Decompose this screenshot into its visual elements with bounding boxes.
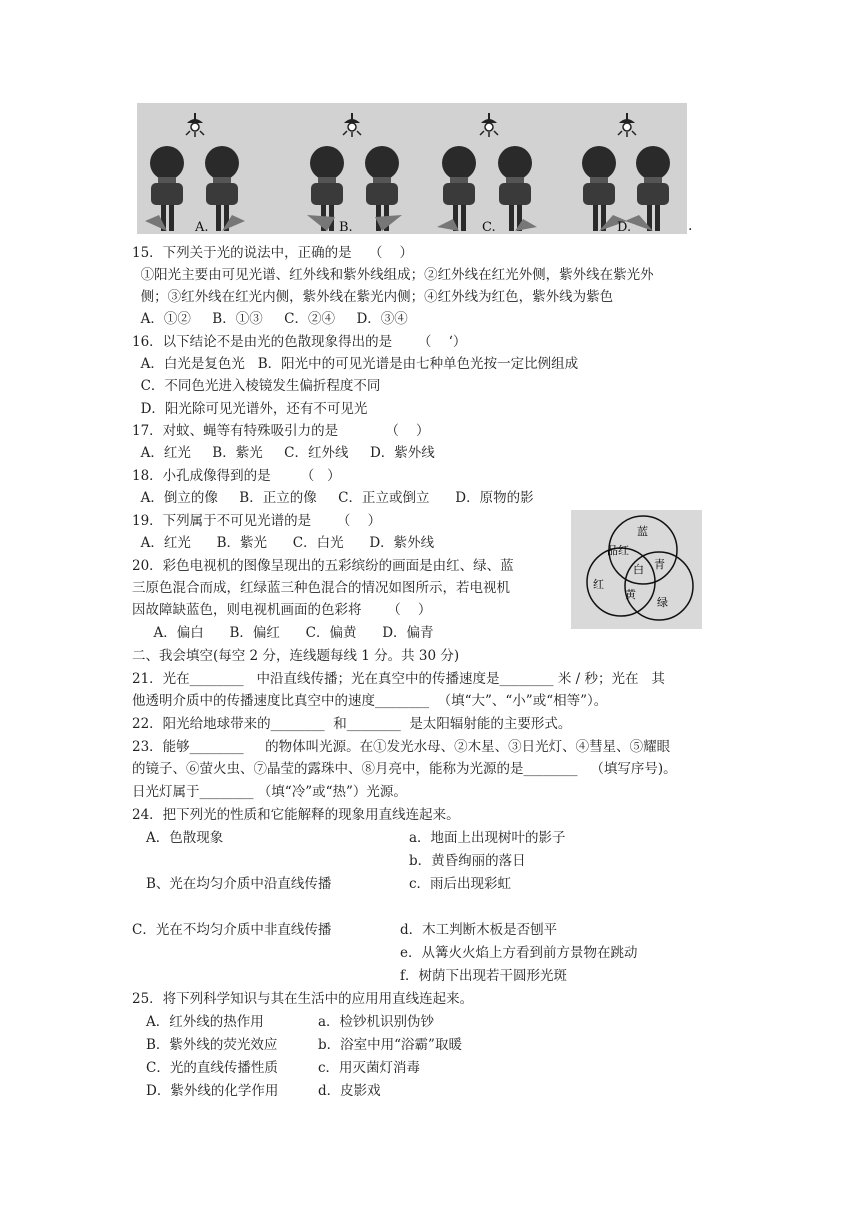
color-venn-diagram [571, 510, 702, 629]
q25-left-d: D．紫外线的化学作用 [146, 1083, 279, 1099]
q17-stem: 17．对蚊、蝇等有特殊吸引力的是 （ ） [132, 423, 430, 439]
q16-option-c: C．不同色光进入棱镜发生偏折程度不同 [132, 378, 381, 394]
q19-stem: 19．下列属于不可见光谱的是 （ ） [132, 513, 382, 529]
venn-label-qing: 青 [654, 558, 665, 571]
q21-text-1: 21．光在________ 中沿直线传播；光在真空中的传播速度是________ 米 / 秒；光在 其 [132, 671, 665, 687]
q25-left-b: B．紫外线的荧光效应 [146, 1037, 278, 1053]
section-two-heading: 二、我会填空(每空 2 分，连线题每线 1 分。共 30 分) [132, 648, 460, 664]
q25-right-c: c．用灭菌灯消毒 [318, 1060, 421, 1076]
venn-label-pinhong: 品红 [607, 544, 629, 557]
q15-text-2: 侧；③红外线在红光内侧，紫外线在紫光内侧；④红外线为红色，紫外线为紫色 [132, 289, 614, 305]
q23-text-2: 的镜子、⑥萤火虫、⑦晶莹的露珠中、⑧月亮中，能称为光源的是________ （填写序号)。 [132, 761, 677, 777]
q24-left-c: C．光在不均匀介质中非直线传播 [132, 922, 332, 938]
venn-label-lv: 绿 [657, 596, 668, 609]
venn-label-huang: 黄 [625, 588, 636, 601]
q15-stem: 15．下列关于光的说法中，正确的是 （ ） [132, 245, 414, 261]
q25-left-a: A．红外线的热作用 [146, 1014, 264, 1030]
q24-right-d: d．木工判断木板是否刨平 [400, 922, 558, 938]
shadow-figure-strip [137, 103, 687, 234]
venn-label-bai: 白 [633, 563, 644, 576]
q24-right-b: b．黄昏绚丽的落日 [409, 853, 526, 869]
q23-text-3: 日光灯属于________ （填“冷”或“热”）光源。 [132, 784, 407, 800]
q20-text-1: 20．彩色电视机的图像呈现出的五彩缤纷的画面是由红、绿、蓝 [132, 558, 514, 574]
q24-left-a: A．色散现象 [146, 830, 224, 846]
q25-right-a: a．检钞机识别伪钞 [318, 1014, 435, 1030]
q25-right-d: d．皮影戏 [318, 1083, 381, 1099]
q21-text-2: 他透明介质中的传播速度比真空中的速度________ （填“大”、“小”或“相等”）。 [132, 693, 608, 709]
q25-left-c: C．光的直线传播性质 [146, 1060, 278, 1076]
figure-label-b: B. [339, 220, 353, 234]
q20-text-2: 三原色混合而成，红绿蓝三种色混合的情况如图所示，若电视机 [132, 580, 510, 596]
q18-options: A．倒立的像 B．正立的像 C．正立或倒立 D．原物的影 [132, 490, 534, 506]
figure-label-d: D. [617, 220, 632, 234]
q25-right-b: b．浴室中用“浴霸”取暖 [318, 1037, 462, 1053]
q16-option-d: D．阳光除可见光谱外，还有不可见光 [132, 401, 368, 417]
q20-text-3: 因故障缺蓝色，则电视机画面的色彩将 （ ） [132, 602, 432, 618]
q24-left-b: B、光在均匀介质中沿直线传播 [146, 876, 332, 892]
venn-label-lan: 蓝 [637, 525, 648, 538]
q24-right-e: e．从篝火火焰上方看到前方景物在跳动 [400, 945, 638, 961]
figure-label-c: C. [482, 220, 496, 234]
q24-right-c: c．雨后出现彩虹 [409, 876, 512, 892]
q24-right-a: a．地面上出现树叶的影子 [409, 830, 566, 846]
q20-options: A．偏白 B．偏红 C．偏黄 D．偏青 [132, 625, 434, 641]
q23-text-1: 23．能够________ 的物体叫光源。在①发光水母、②木星、③日光灯、④彗星、⑤耀眼 [132, 739, 671, 755]
figure-label-a: A. [195, 220, 209, 234]
q24-right-f: f．树荫下出现若干圆形光斑 [400, 968, 567, 984]
q15-text-1: ①阳光主要由可见光谱、红外线和紫外线组成；②红外线在红光外侧，紫外线在紫光外 [132, 267, 654, 283]
q17-options: A．红光 B．紫光 C．红外线 D．紫外线 [132, 445, 435, 461]
q22-text: 22．阳光给地球带来的________ 和________ 是太阳辐射能的主要形式。 [132, 716, 572, 732]
q19-options: A．红光 B．紫光 C．白光 D．紫外线 [132, 535, 435, 551]
trailing-dot: . [688, 218, 693, 234]
q24-stem: 24．把下列光的性质和它能解释的现象用直线连起来。 [132, 807, 460, 823]
q18-stem: 18．小孔成像得到的是 （ ） [132, 468, 341, 484]
q16-option-ab: A．白光是复色光 B．阳光中的可见光谱是由七种单色光按一定比例组成 [132, 356, 579, 372]
q15-options: A．①② B．①③ C．②④ D．③④ [132, 311, 408, 327]
q16-stem: 16．以下结论不是由光的色散现象得出的是 （ ‘） [132, 334, 467, 350]
venn-label-hong: 红 [593, 578, 604, 591]
q25-stem: 25．将下列科学知识与其在生活中的应用用直线连起来。 [132, 991, 474, 1007]
